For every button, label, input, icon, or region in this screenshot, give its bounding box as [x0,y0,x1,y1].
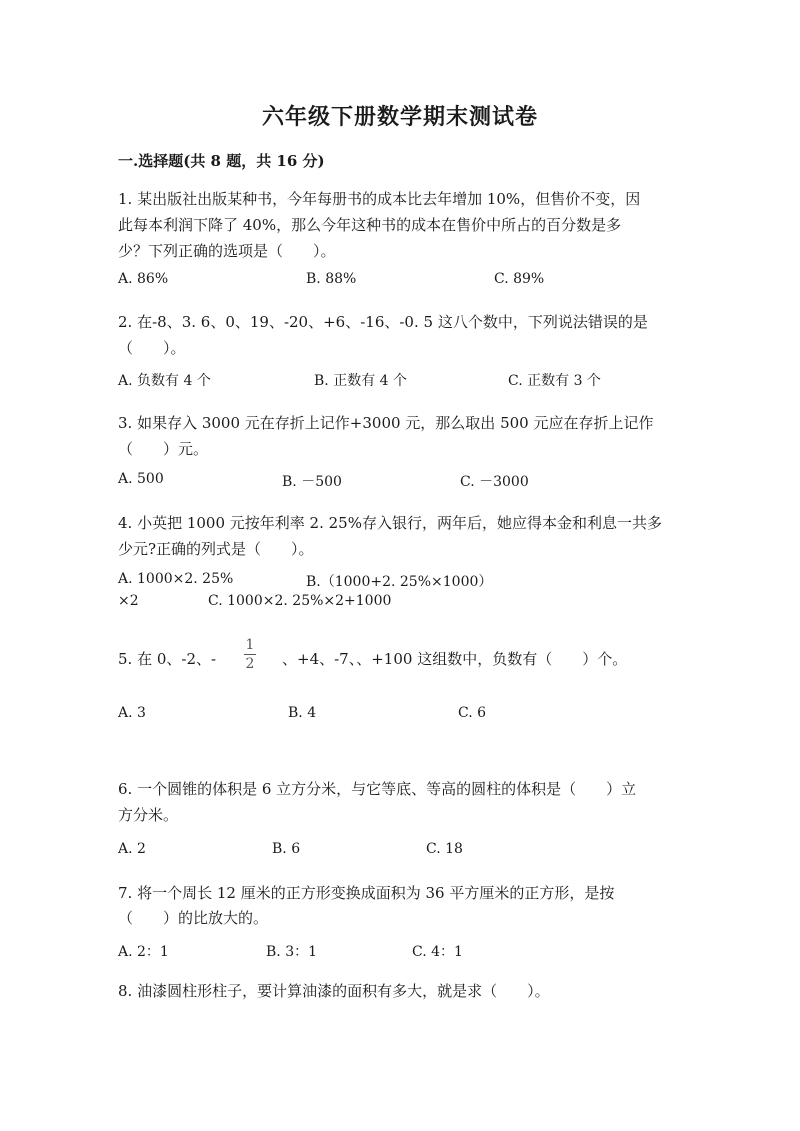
fraction-one-half [244,637,256,672]
question-text-line: 4. 小英把 1000 元按年利率 2. 25%存入银行，两年后，她应得本金和利息一共多 [118,514,662,532]
option-b: B. 正数有 4 个 [314,373,407,389]
option-c: C. 6 [458,705,487,721]
question-text-line: 少？下列正确的选项是（ ）。 [118,242,336,260]
option-b: B. －500 [282,474,342,490]
option-b-continued: ×2 [118,593,139,609]
question-text-line: 8. 油漆圆柱形柱子，要计算油漆的面积有多大，就是求（ ）。 [118,982,550,1000]
option-b: B. 6 [272,841,301,857]
question-text-line: 方分米。 [118,806,179,824]
option-c: C. 18 [426,841,463,857]
option-c: C. 正数有 3 个 [508,373,601,389]
option-a: A. 2 [118,841,146,857]
option-c: C. 1000×2. 25%×2+1000 [208,593,392,609]
option-b: B. 4 [288,705,317,721]
question-text-line: 7. 将一个周长 12 厘米的正方形变换成面积为 36 平方厘米的正方形，是按 [118,884,615,902]
section-heading: 一.选择题(共 8 题，共 16 分) [118,152,325,170]
question-text-line: （ ）的比放大的。 [118,909,269,927]
fraction-bar [244,654,256,655]
question-text-line: 1. 某出版社出版某种书，今年每册书的成本比去年增加 10%，但售价不变，因 [118,190,641,208]
option-a: A. 1000×2. 25% [118,571,234,587]
option-a: A. 负数有 4 个 [118,373,211,389]
question-text-after-fraction: 、+4、-7、、+100 这组数中，负数有（ ）个。 [282,650,628,668]
fraction-numerator: 1 [245,637,255,653]
option-b: B. 3：1 [266,944,318,960]
option-c: C. 4：1 [412,944,463,960]
fraction-denominator: 2 [245,656,255,672]
option-a: A. 500 [118,471,164,487]
question-text-line: （ ）。 [118,339,186,357]
question-text-line: 2. 在-8、3. 6、0、19、-20、+6、-16、-0. 5 这八个数中，下列说法错误的是 [118,313,648,331]
option-a: A. 3 [118,705,146,721]
option-a: A. 2：1 [118,944,169,960]
page-title: 六年级下册数学期末测试卷 [261,104,538,130]
option-a: A. 86% [118,271,169,287]
option-c: C. 89% [494,271,545,287]
option-b: B.（1000+2. 25%×1000） [306,574,493,590]
question-text-line: 少元?正确的列式是（ ）。 [118,540,314,558]
question-text-line: 6. 一个圆锥的体积是 6 立方分米，与它等底、等高的圆柱的体积是（ ）立 [118,780,637,798]
question-text-line: 此每本利润下降了 40%，那么今年这种书的成本在售价中所占的百分数是多 [118,216,622,234]
question-text-line: （ ）元。 [118,440,209,458]
question-text-before-fraction: 5. 在 0、-2、- [118,650,217,668]
question-text-line: 3. 如果存入 3000 元在存折上记作+3000 元，那么取出 500 元应在存折上记作 [118,414,654,432]
option-c: C. －3000 [460,474,529,490]
option-b: B. 88% [306,271,357,287]
